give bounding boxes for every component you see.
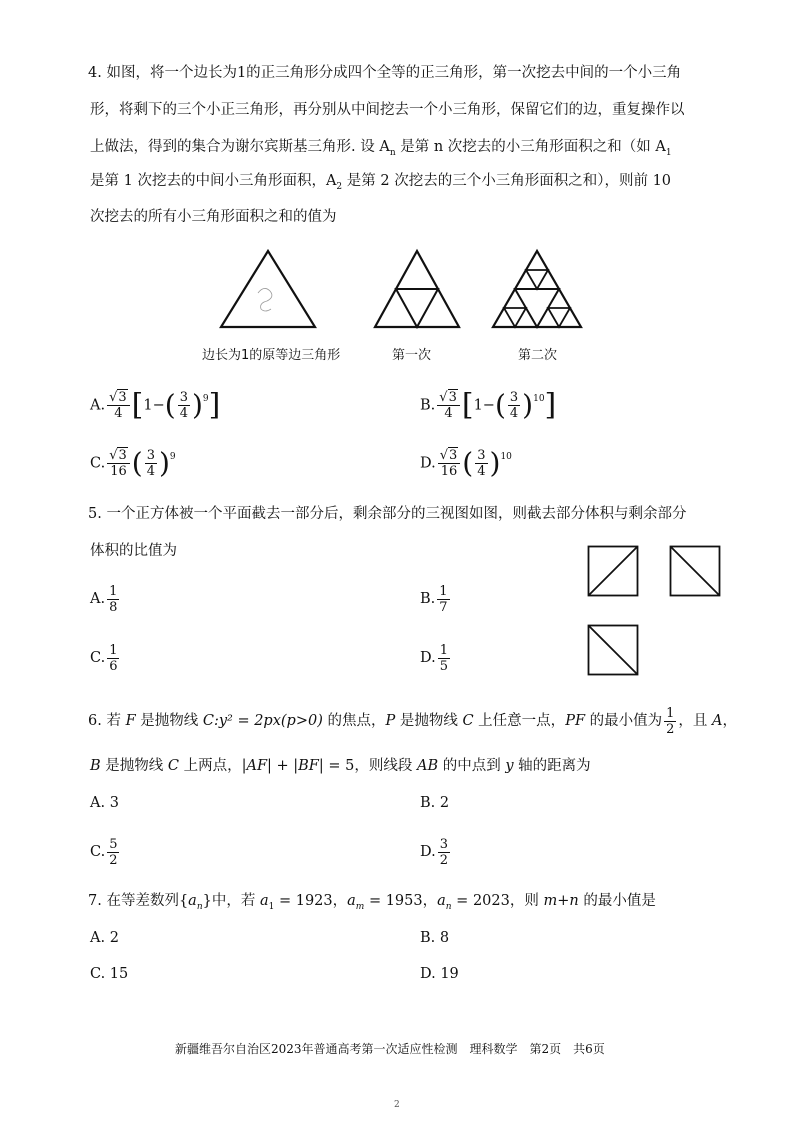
caption-first: 第一次 <box>392 348 432 363</box>
second-iteration-figure <box>490 248 584 330</box>
q5-line-1: 5. 一个正方体被一个平面截去一部分后，剩余部分的三视图如图，则截去部分体积与剩余部分 <box>88 506 687 522</box>
q5-option-b[interactable]: B. $\frac{1}{7}$ <box>420 583 448 615</box>
first-iteration-figure <box>372 248 462 330</box>
q7-line-1: 7. 在等差数列$\{a_n\}$中，若 $a_1 = 1923$，$a_m = 1953$，$a_n = 2023$，则 m+n 的最小值是 <box>88 893 656 912</box>
q4-line-2: 形，将剩下的三个小正三角形，再分别从中间挖去一个小三角形，保留它们的边，重复操作以 <box>90 102 685 118</box>
caption-second: 第二次 <box>518 348 558 363</box>
q6-line-2: B 是抛物线 C 上两点，|AF| + |BF| = 5，则线段 AB 的中点到 y 轴的距离为 <box>90 758 591 774</box>
q5-line-2: 体积的比值为 <box>90 543 177 559</box>
q6-line-1: 6. 若 F 是抛物线 C:y² = 2px(p>0) 的焦点，P 是抛物线 C 上任意一点，PF 的最小值为 $\frac{1}{2}$ ，且 A， <box>88 705 737 737</box>
page-footer: 新疆维吾尔自治区2023年普通高考第一次适应性检测 理科数学 第2页 共6页 <box>175 1042 605 1056</box>
q4-option-c[interactable]: C. $\frac{√3}{16}$ ( $\frac{3}{4}$ )$^9$ <box>90 446 176 480</box>
q7-option-b[interactable]: B. 8 <box>420 930 450 946</box>
q4-line-3: 上做法，得到的集合为谢尔宾斯基三角形. 设 $A_n$ 是第 n 次挖去的小三角形面积之和（如 $A_1$ <box>90 139 672 158</box>
q4-line-1: 4. 如图，将一个边长为1的正三角形分成四个全等的正三角形，第一次挖去中间的一个小三角 <box>88 65 682 81</box>
q7-option-c[interactable]: C. 15 <box>90 966 129 982</box>
side-view-figure <box>669 545 721 597</box>
q7-option-d[interactable]: D. 19 <box>420 966 459 982</box>
q5-option-d[interactable]: D. $\frac{1}{5}$ <box>420 642 448 674</box>
top-view-figure <box>587 624 639 676</box>
q4-option-b[interactable]: B. $\frac{√3}{4}$ [1−( $\frac{3}{4}$ )$^{10}$] <box>420 387 557 423</box>
q7-option-a[interactable]: A. 2 <box>90 930 119 946</box>
q6-option-d[interactable]: D. $\frac{3}{2}$ <box>420 836 448 868</box>
front-view-figure <box>587 545 639 597</box>
q4-option-d[interactable]: D. $\frac{√3}{16}$ ( $\frac{3}{4}$ )$^{10}$ <box>420 446 512 480</box>
q6-option-a[interactable]: A. 3 <box>90 795 119 811</box>
q4-option-a[interactable]: A. $\frac{√3}{4}$ [1−( $\frac{3}{4}$ )$^9$] <box>90 387 221 423</box>
q6-option-b[interactable]: B. 2 <box>420 795 450 811</box>
q4-line-5: 次挖去的所有小三角形面积之和的值为 <box>90 209 337 225</box>
q6-option-c[interactable]: C. $\frac{5}{2}$ <box>90 836 118 868</box>
q5-option-c[interactable]: C. $\frac{1}{6}$ <box>90 642 118 674</box>
page-number: 2 <box>394 1100 400 1110</box>
original-triangle-figure <box>218 248 318 330</box>
q4-line-4: 是第 1 次挖去的中间小三角形面积，$A_2$ 是第 2 次挖去的三个小三角形面积之和），则前 10 <box>90 173 672 192</box>
q5-option-a[interactable]: A. $\frac{1}{8}$ <box>90 583 118 615</box>
caption-original: 边长为1的原等边三角形 <box>202 348 341 363</box>
